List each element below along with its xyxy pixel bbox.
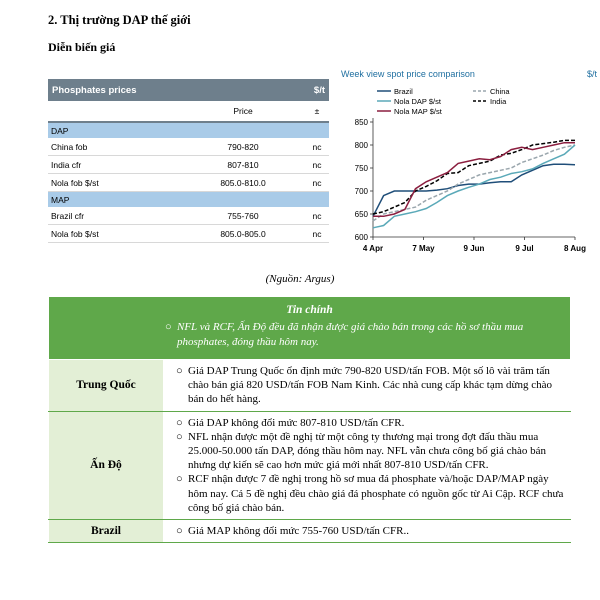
news-row-china: [49, 360, 571, 412]
circle-bullet-icon: ○: [176, 473, 183, 486]
x-tick-label: 9 Jun: [463, 244, 485, 253]
row-label: Nola fob $/st: [51, 177, 99, 188]
y-tick-label: 800: [354, 141, 368, 150]
country-label: Trung Quốc: [49, 360, 164, 412]
list-item: [176, 524, 564, 538]
news-header-cell: [49, 297, 571, 360]
news-row-brazil: [49, 520, 571, 543]
section-subheading: Diễn biến giá: [48, 40, 116, 54]
news-lead: [50, 316, 569, 358]
price-table-unit: $/t: [313, 84, 325, 96]
legend-entry: Nola DAP $/st: [394, 97, 441, 106]
list-item: [176, 430, 564, 473]
table-row: [48, 138, 329, 156]
row-price: 805.0-810.0: [220, 177, 266, 188]
row-change: nc: [312, 228, 322, 239]
list-item-text: RCF nhận được 7 đề nghị trong hồ sơ mua đá phosphate và/hoặc DAP/MAP ngày hôm nay. Cả 5 đề nghị đều chào giá đá phosphate có nguồn gốc từ Ai Cập. RCF chưa công bố giá chào bán.: [188, 473, 564, 514]
table-row: [48, 174, 329, 192]
change-column-header: ±: [314, 106, 320, 116]
y-tick-label: 850: [354, 118, 368, 127]
table-row: [48, 207, 329, 225]
price-table-header: [48, 79, 329, 101]
chart-axes: [355, 118, 586, 253]
spot-price-chart-svg: [335, 64, 600, 264]
y-tick-label: 650: [354, 210, 368, 219]
list-item-text: NFL nhận được một đề nghị từ một công ty thương mại trong đợt đấu thầu mua 25.000-50.000 tấn DAP, đóng thầu hôm nay. NFL vẫn chưa công bố giá chào bán nhưng dự kiến sẽ cao hơn mức giá mới nhất 807-810 USD/tấn CFR.: [188, 430, 546, 472]
x-tick-label: 8 Aug: [564, 244, 586, 253]
x-tick-label: 9 Jul: [515, 244, 534, 253]
x-tick-label: 4 Apr: [362, 244, 384, 253]
list-item: [176, 364, 564, 407]
spot-price-chart: [335, 64, 600, 264]
section-dap: DAP: [48, 123, 329, 138]
row-change: nc: [312, 177, 322, 188]
circle-bullet-icon: ○: [176, 416, 183, 429]
price-table-column-headers: [48, 101, 329, 123]
y-tick-label: 700: [354, 187, 368, 196]
list-item: [176, 416, 564, 430]
list-item-text: Giá DAP Trung Quốc ổn định mức 790-820 USD/tấn FOB. Một số lô vài trăm tấn chào bán giá 820 USD/tấn FOB Nam Kinh. Các nhà cung cấp khác tạm dừng chào bán do hết hàng.: [188, 365, 552, 406]
phosphates-price-table: [48, 79, 329, 243]
legend-entry: Brazil: [394, 87, 413, 96]
circle-bullet-icon: ○: [176, 365, 183, 377]
news-title: Tin chính: [286, 304, 333, 316]
news-row-india: [49, 411, 571, 519]
row-price: 755-760: [227, 210, 259, 221]
series-line-2: [373, 145, 575, 228]
table-row: [48, 225, 329, 243]
row-change: nc: [312, 141, 322, 152]
country-content: [164, 360, 571, 412]
price-column-header: Price: [233, 106, 253, 116]
country-content: [164, 520, 571, 543]
section-map: MAP: [48, 192, 329, 207]
row-label: China fob: [51, 141, 88, 152]
legend-entry: India: [490, 97, 507, 106]
country-content: [164, 411, 571, 519]
section-heading: 2. Thị trường DAP thế giới: [48, 13, 191, 27]
price-table-title: Phosphates prices: [52, 84, 137, 96]
chart-legend: [377, 87, 510, 116]
chart-plot-area: [373, 140, 575, 227]
country-label: Brazil: [49, 520, 164, 543]
news-lead-text: NFL và RCF, Ấn Độ đều đã nhận được giá chào bán trong các hồ sơ thầu mua phosphates, đóng thầu hôm nay.: [177, 321, 524, 348]
list-item: [176, 472, 564, 515]
row-price: 790-820: [227, 141, 259, 152]
legend-entry: China: [490, 87, 510, 96]
y-tick-label: 600: [354, 233, 368, 242]
row-label: Brazil cfr: [51, 210, 85, 221]
table-row: [48, 156, 329, 174]
row-label: Nola fob $/st: [51, 228, 99, 239]
source-caption: (Nguồn: Argus): [265, 273, 335, 285]
circle-bullet-icon: ○: [165, 321, 172, 333]
list-item-text: Giá MAP không đổi mức 755-760 USD/tấn CFR..: [188, 525, 409, 538]
row-change: nc: [312, 159, 322, 170]
series-line-0: [373, 164, 575, 216]
x-tick-label: 7 May: [412, 244, 435, 253]
news-table: [48, 296, 571, 543]
y-tick-label: 750: [354, 164, 368, 173]
row-price: 807-810: [227, 159, 259, 170]
circle-bullet-icon: ○: [176, 525, 183, 538]
row-price: 805.0-805.0: [220, 228, 266, 239]
country-label: Ấn Độ: [49, 411, 164, 519]
list-item-text: Giá DAP không đổi mức 807-810 USD/tấn CFR.: [188, 416, 405, 429]
legend-entry: Nola MAP $/st: [394, 107, 442, 116]
chart-unit: $/t: [586, 69, 597, 79]
row-change: nc: [312, 210, 322, 221]
row-label: India cfr: [51, 159, 82, 170]
chart-title: Week view spot price comparison: [341, 69, 475, 79]
circle-bullet-icon: ○: [176, 430, 183, 443]
